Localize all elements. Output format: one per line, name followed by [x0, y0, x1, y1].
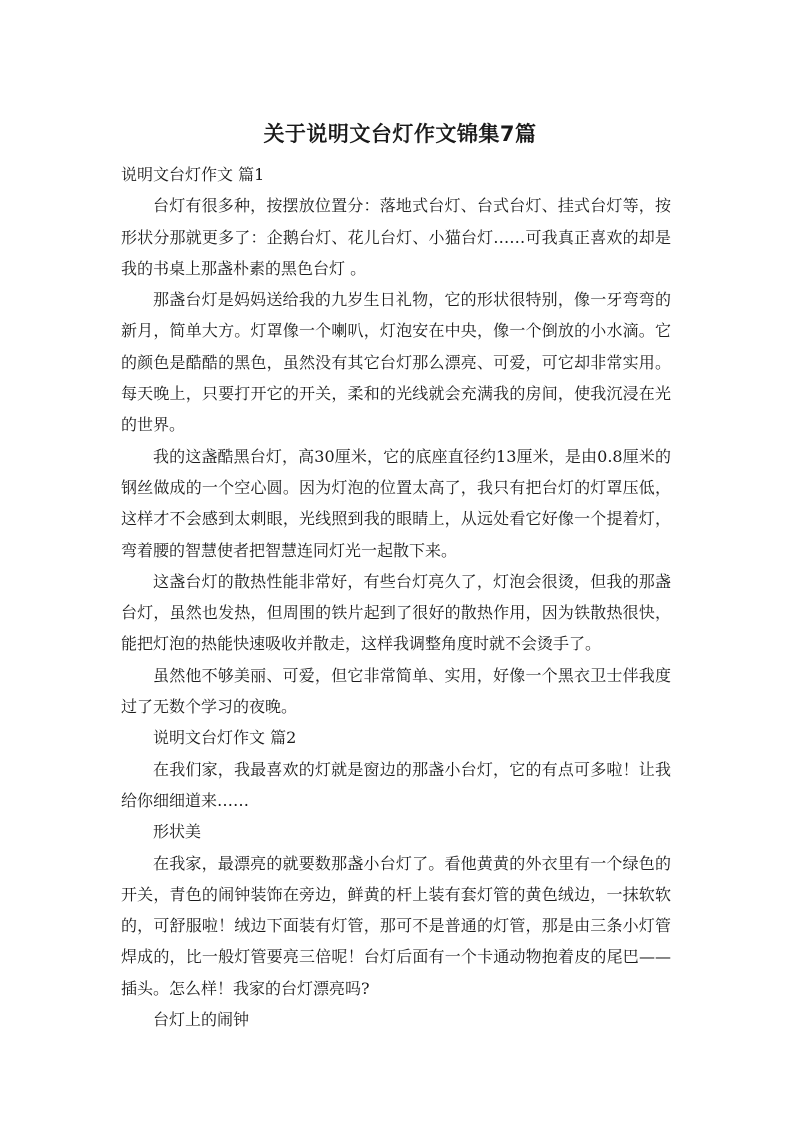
- document-title: 关于说明文台灯作文锦集7篇: [263, 122, 537, 146]
- paragraph: 台灯有很多种，按摆放位置分：落地式台灯、台式台灯、挂式台灯等，按形状分那就更多了：企鹅台灯、花儿台灯、小猫台灯……可我真正喜欢的却是我的书桌上那盏朴素的黑色台灯 。: [121, 196, 671, 278]
- paragraph: 这盏台灯的散热性能非常好，有些台灯亮久了，灯泡会很烫，但我的那盏台灯，虽然也发热，但周围的铁片起到了很好的散热作用，因为铁散热很快，能把灯泡的热能快速吸收并散走，这样我调整角度时就不会烫手了。: [121, 571, 671, 654]
- paragraph: 虽然他不够美丽、可爱，但它非常简单、实用，好像一个黑衣卫士伴我度过了无数个学习的夜晚。: [121, 665, 671, 717]
- document-body: [121, 159, 671, 1035]
- subheading: 台灯上的闹钟: [153, 1010, 250, 1030]
- section-heading-2: 说明文台灯作文 篇2: [153, 728, 297, 748]
- subheading: 形状美: [153, 822, 202, 842]
- section-heading-1: 说明文台灯作文 篇1: [121, 165, 265, 184]
- paragraph: 那盏台灯是妈妈送给我的九岁生日礼物，它的形状很特别，像一牙弯弯的新月，简单大方。灯罩像一个喇叭，灯泡安在中央，像一个倒放的小水滴。它的颜色是酷酷的黑色，虽然没有其它台灯那么漂亮、可爱，可它却非常实用。每天晚上，只要打开它的开关，柔和的光线就会充满我的房间，使我沉浸在光的世界。: [121, 290, 671, 435]
- paragraph: 我的这盏酷黑台灯，高30厘米，它的底座直径约13厘米，是由0.8厘米的钢丝做成的一个空心圆。因为灯泡的位置太高了，我只有把台灯的灯罩压低，这样才不会感到太刺眼，光线照到我的眼睛上，从远处看它好像一个提着灯，弯着腰的智慧使者把智慧连同灯光一起散下来。: [121, 446, 671, 560]
- paragraph: 在我们家，我最喜欢的灯就是窗边的那盏小台灯，它的有点可多啦！让我给你细细道来……: [121, 759, 671, 810]
- paragraph: 在我家，最漂亮的就要数那盏小台灯了。看他黄黄的外衣里有一个绿色的开关，青色的闹钟装饰在旁边，鲜黄的杆上装有套灯管的黄色绒边，一抹软软的，可舒服啦！绒边下面装有灯管，那可不是普通的灯管，那是由三条小灯管焊成的，比一般灯管要亮三倍呢！台灯后面有一个卡通动物抱着皮的尾巴——插头。怎么样！我家的台灯漂亮吗?: [121, 853, 671, 998]
